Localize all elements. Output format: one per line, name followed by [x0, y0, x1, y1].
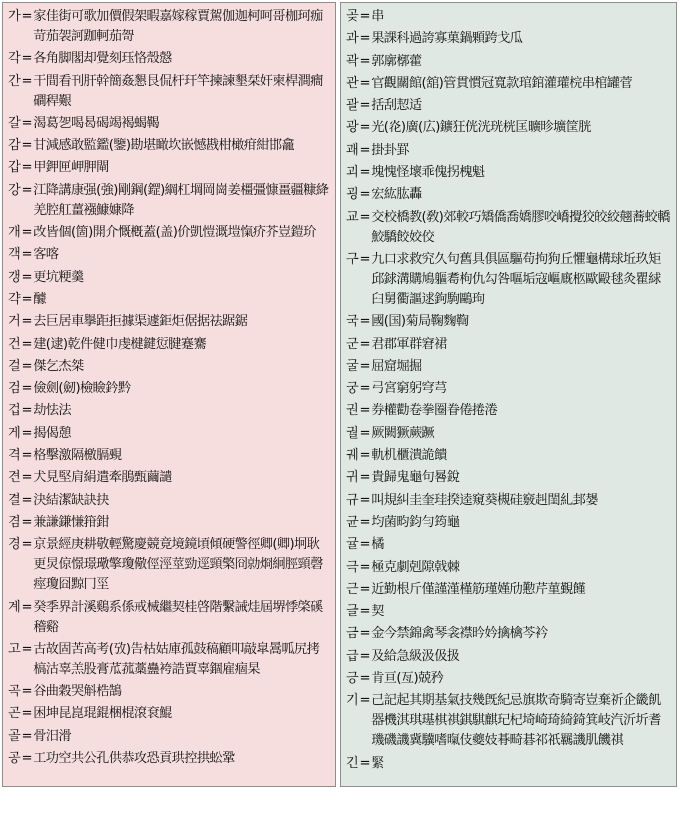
equals-sign: = [21, 537, 33, 553]
reading-label [346, 185, 371, 205]
reading-label [346, 357, 371, 377]
entry-row [346, 208, 670, 248]
entry-row [346, 424, 670, 444]
equals-sign: = [21, 470, 33, 486]
equals-sign: = [21, 706, 33, 722]
hanja-characters: 交校橋教(敎)郊較巧矯僑喬嬌膠咬嶠攪狡皎絞翹蕎蛟轎鮫驕餃姣佼 [371, 209, 670, 245]
reading-label [8, 424, 33, 444]
reading-label [8, 401, 33, 421]
hanja-characters: 醵 [33, 291, 46, 307]
entry-row [8, 268, 329, 288]
reading-label [346, 401, 371, 421]
equals-sign: = [21, 751, 33, 767]
reading-syllable: 겸 [8, 514, 21, 530]
reading-label [8, 446, 33, 466]
entry-row [346, 401, 670, 421]
reading-label [346, 96, 371, 116]
entry-row [346, 691, 670, 751]
entry-row [8, 727, 329, 747]
hanja-characters: 渴葛乫喝曷碣竭褐蝎鞨 [33, 115, 160, 131]
reading-label [346, 250, 371, 270]
entry-row [346, 141, 670, 161]
equals-sign: = [21, 138, 33, 154]
reading-label [8, 245, 33, 265]
hanja-characters: 宏紘肱轟 [371, 187, 422, 203]
equals-sign: = [359, 470, 371, 486]
reading-syllable: 국 [346, 314, 359, 330]
hanja-characters: 塊愧怪壞乖傀拐槐魁 [371, 165, 485, 181]
reading-label [8, 357, 33, 377]
hanja-characters: 甲鉀匣岬胛閘 [33, 160, 109, 176]
reading-syllable: 구 [346, 251, 359, 267]
equals-sign: = [359, 75, 371, 91]
equals-sign: = [359, 9, 371, 24]
reading-syllable: 경 [8, 537, 21, 553]
equals-sign: = [21, 115, 33, 131]
entry-row [346, 491, 670, 511]
reading-label [8, 181, 33, 201]
hanja-characters: 緊 [371, 755, 384, 771]
reading-label [8, 598, 33, 618]
equals-sign: = [21, 182, 33, 198]
left-column [2, 2, 336, 787]
equals-sign: = [21, 73, 33, 89]
equals-sign: = [359, 165, 371, 181]
hanja-characters: 近勤根斤僅謹漌槿筋瑾嫤劤懃芹菫覲饉 [371, 581, 586, 597]
reading-label [346, 691, 371, 711]
entry-row [8, 290, 329, 310]
reading-syllable: 격 [8, 448, 21, 464]
hanja-characters: 金今禁錦禽琴衾襟昑妗擒檎芩衿 [371, 626, 548, 642]
hanja-characters: 干間看刊肝幹簡姦懇艮侃杆玕竿揀諫墾栞奸柬桿澗癎磵稈艱 [33, 73, 323, 109]
hanja-characters: 格擊激隔檄膈覡 [33, 448, 122, 464]
equals-sign: = [21, 514, 33, 530]
entry-row [8, 335, 329, 355]
reading-label [346, 29, 371, 49]
equals-sign: = [359, 626, 371, 642]
entry-row [346, 558, 670, 578]
hanja-characters: 谷曲穀哭斛梏鵠 [33, 684, 122, 700]
equals-sign: = [359, 31, 371, 47]
reading-label [346, 163, 371, 183]
reading-syllable: 게 [8, 425, 21, 441]
hanja-characters: 去巨居車擧距拒據渠遽鉅炬倨据祛踞鋸 [33, 314, 248, 330]
reading-label [346, 647, 371, 667]
reading-syllable: 검 [8, 381, 21, 397]
hanja-characters: 己記起其期基氣技幾旣紀忌旗欺奇騎寄豈棄祈企畿飢器機淇琪璂棋祺錤騏麒玘杞埼崎琦綺錡箕岐汽沂圻耆璣磯譏冀驥嗜暣伎夔妓朞畸碁祁祇羈譏肌饑祺 [371, 693, 661, 749]
hanja-characters: 叫規糾圭奎珪揆逵窺葵槻硅竅赳閨糺邽嫢 [371, 492, 598, 508]
hanja-characters: 各角脚閣却覺刻珏恪殼慤 [33, 51, 172, 67]
reading-label [346, 424, 371, 444]
equals-sign: = [359, 53, 371, 69]
reading-label [346, 535, 371, 555]
equals-sign: = [21, 160, 33, 176]
reading-label [346, 602, 371, 622]
hanja-characters: 光(炛)廣(広)鑛狂侊洸珖桄匡曠昣壙筐胱 [371, 120, 591, 136]
right-column [340, 2, 677, 787]
equals-sign: = [359, 314, 371, 330]
entry-row [346, 74, 670, 94]
reading-syllable: 광 [346, 120, 359, 136]
reading-syllable: 거 [8, 314, 21, 330]
equals-sign: = [359, 755, 371, 771]
reading-label [8, 136, 33, 156]
entry-row [8, 136, 329, 156]
reading-syllable: 긍 [346, 671, 359, 687]
entry-row [8, 49, 329, 69]
hanja-characters: 契 [371, 604, 384, 620]
hanja-characters: 江降講康强(強)剛鋼(鎠)綱杠堈岡崗姜橿彊慷畺疆糠絳羌腔舡薑襁鱇嫝降 [33, 182, 329, 218]
reading-label [8, 223, 33, 243]
hanja-characters: 極克劇剋隙戟棘 [371, 559, 460, 575]
entry-row [346, 52, 670, 72]
entry-row [8, 513, 329, 533]
equals-sign: = [21, 684, 33, 700]
hanja-characters: 家佳街可歌加價假架暇嘉嫁稼賈駕伽迦柯呵哥枷珂痂苛茄袈訶跏軻茄哿 [33, 9, 323, 44]
reading-syllable: 과 [346, 31, 359, 47]
entry-row [346, 446, 670, 466]
equals-sign: = [21, 448, 33, 464]
reading-syllable: 귀 [346, 470, 359, 486]
reading-syllable: 곶 [346, 9, 359, 24]
entry-row [346, 602, 670, 622]
entry-row [8, 640, 329, 680]
reading-label [346, 754, 371, 774]
reading-syllable: 감 [8, 138, 21, 154]
entry-row [8, 357, 329, 377]
entry-row [8, 682, 329, 702]
reading-label [8, 290, 33, 310]
hanja-characters: 骨汨滑 [33, 728, 71, 744]
reading-label [8, 72, 33, 92]
hanja-characters: 弓宮窮躬穹芎 [371, 381, 447, 397]
equals-sign: = [21, 336, 33, 352]
reading-syllable: 굉 [346, 187, 359, 203]
reading-syllable: 겁 [8, 403, 21, 419]
reading-syllable: 계 [8, 599, 21, 615]
entry-row [8, 535, 329, 595]
equals-sign: = [21, 225, 33, 241]
reading-syllable: 금 [346, 626, 359, 642]
reading-syllable: 글 [346, 604, 359, 620]
entry-row [346, 468, 670, 488]
entry-row [346, 96, 670, 116]
reading-label [8, 335, 33, 355]
entry-row [346, 669, 670, 689]
entry-row [346, 29, 670, 49]
equals-sign: = [359, 381, 371, 397]
entry-row [8, 749, 329, 769]
entry-row [346, 580, 670, 600]
hanja-characters: 困坤昆崑琨錕梱棍滾袞鯤 [33, 706, 172, 722]
entry-row [8, 114, 329, 134]
hanja-characters: 貴歸鬼龜句晷銳 [371, 470, 460, 486]
entry-row [346, 250, 670, 310]
entry-row [346, 185, 670, 205]
entry-row [8, 181, 329, 221]
equals-sign: = [359, 120, 371, 136]
hanja-characters: 官觀關館(舘)管貫慣冠寬款琯錧灌瓘梡串棺罐菅 [371, 75, 633, 91]
hanja-characters: 決結潔缺訣抉 [33, 492, 109, 508]
reading-label [346, 7, 371, 27]
reading-label [346, 624, 371, 644]
equals-sign: = [359, 358, 371, 374]
reading-syllable: 객 [8, 247, 21, 263]
hanja-characters: 及給急級汲伋扱 [371, 648, 460, 664]
reading-syllable: 개 [8, 225, 21, 241]
reading-label [8, 114, 33, 134]
entry-row [8, 424, 329, 444]
reading-label [346, 379, 371, 399]
hanja-characters: 君郡軍群窘裙 [371, 336, 447, 352]
entry-row [8, 446, 329, 466]
entry-row [8, 223, 329, 243]
reading-label [8, 7, 33, 27]
equals-sign: = [21, 728, 33, 744]
hanja-characters: 古故固苦高考(攷)告枯姑庫孤鼓稿顧叩敲皐暠呱尻拷槁沽辜羔股膏苽菰藁蠱袴誥賈辜錮雇痼杲 [33, 641, 320, 677]
reading-syllable: 강 [8, 182, 21, 198]
hanja-characters: 串 [371, 9, 384, 24]
reading-label [346, 446, 371, 466]
equals-sign: = [21, 314, 33, 330]
equals-sign: = [359, 514, 371, 530]
hanja-characters: 癸季界計溪鷄系係戒械繼契桂啓階繫誡烓屆堺悸棨磎稽谿 [33, 599, 323, 635]
entry-row [8, 598, 329, 638]
equals-sign: = [21, 9, 33, 24]
equals-sign: = [359, 209, 371, 225]
entry-row [346, 163, 670, 183]
hanja-characters: 劫怯法 [33, 403, 71, 419]
equals-sign: = [21, 425, 33, 441]
reading-label [8, 379, 33, 399]
equals-sign: = [359, 604, 371, 620]
reading-syllable: 급 [346, 648, 359, 664]
entry-row [346, 7, 670, 27]
equals-sign: = [359, 403, 371, 419]
hanja-characters: 果課科過誇寡菓鍋顆跨戈瓜 [371, 31, 523, 47]
hanja-characters: 均菌畇鈞勻筠龜 [371, 514, 460, 530]
equals-sign: = [21, 381, 33, 397]
reading-label [346, 208, 371, 228]
equals-sign: = [359, 671, 371, 687]
equals-sign: = [359, 425, 371, 441]
reading-syllable: 고 [8, 641, 21, 657]
entry-row [346, 118, 670, 138]
entry-row [8, 312, 329, 332]
entry-row [346, 647, 670, 667]
hanja-characters: 更坑粳羹 [33, 269, 84, 285]
entry-row [8, 7, 329, 47]
equals-sign: = [21, 599, 33, 615]
reading-syllable: 곤 [8, 706, 21, 722]
reading-label [8, 268, 33, 288]
hanja-characters: 揭偈憩 [33, 425, 71, 441]
reading-syllable: 긴 [346, 755, 359, 771]
reading-label [8, 727, 33, 747]
equals-sign: = [21, 641, 33, 657]
reading-syllable: 굴 [346, 358, 359, 374]
equals-sign: = [359, 187, 371, 203]
equals-sign: = [21, 269, 33, 285]
reading-label [8, 535, 33, 555]
entry-row [8, 491, 329, 511]
entry-row [8, 401, 329, 421]
hanja-characters: 傑乞杰桀 [33, 358, 84, 374]
hanja-characters: 改皆個(箇)開介慨槪蓋(盖)价凱愷溉塏愾疥芥豈鎧玠 [33, 225, 316, 241]
hanja-characters: 掛卦罫 [371, 142, 409, 158]
hanja-characters: 屈窟堀掘 [371, 358, 422, 374]
reading-syllable: 관 [346, 75, 359, 91]
reading-syllable: 괄 [346, 98, 359, 114]
reading-label [346, 74, 371, 94]
equals-sign: = [21, 403, 33, 419]
reading-syllable: 군 [346, 336, 359, 352]
reading-label [8, 513, 33, 533]
reading-label [346, 52, 371, 72]
reading-label [346, 669, 371, 689]
equals-sign: = [359, 537, 371, 553]
reading-label [346, 468, 371, 488]
reading-syllable: 극 [346, 559, 359, 575]
reading-label [8, 640, 33, 660]
equals-sign: = [21, 291, 33, 307]
hanja-characters: 軌机櫃潰詭饋 [371, 448, 447, 464]
entry-row [346, 357, 670, 377]
equals-sign: = [359, 142, 371, 158]
hanja-characters: 郭廓槨藿 [371, 53, 422, 69]
reading-syllable: 균 [346, 514, 359, 530]
reading-syllable: 걸 [8, 358, 21, 374]
reading-syllable: 궁 [346, 381, 359, 397]
equals-sign: = [359, 492, 371, 508]
reading-label [346, 580, 371, 600]
reading-syllable: 갹 [8, 291, 21, 307]
reading-syllable: 건 [8, 336, 21, 352]
hanja-characters: 括刮恝适 [371, 98, 422, 114]
equals-sign: = [21, 492, 33, 508]
reading-syllable: 가 [8, 9, 21, 24]
entry-row [346, 754, 670, 774]
equals-sign: = [359, 559, 371, 575]
equals-sign: = [359, 336, 371, 352]
equals-sign: = [359, 693, 371, 709]
hanja-characters: 國(国)菊局鞠麴鞫 [371, 314, 469, 330]
entry-row [8, 158, 329, 178]
reading-label [346, 558, 371, 578]
reading-label [346, 491, 371, 511]
equals-sign: = [359, 98, 371, 114]
equals-sign: = [359, 448, 371, 464]
hanja-characters: 工功空共公孔供恭攻恐貢珙控拱蚣鞏 [33, 751, 235, 767]
hanja-characters: 甘減感敢監鑑(鑒)勘堪瞰坎嵌憾戡柑橄疳紺邯龕 [33, 138, 295, 154]
entry-row [8, 379, 329, 399]
entry-row [346, 624, 670, 644]
reading-syllable: 골 [8, 728, 21, 744]
equals-sign: = [21, 247, 33, 263]
hanja-characters: 京景經庚耕敬輕驚慶競竟境鏡頃傾硬警徑卿(卿)坰耿更炅倞憬璟璥擎瓊儆俓涇莖勁逕頸檠冏勍烱絅脛頸磬痙瓊囧黥冂坙 [33, 537, 323, 593]
equals-sign: = [21, 358, 33, 374]
reading-syllable: 결 [8, 492, 21, 508]
reading-syllable: 곡 [8, 684, 21, 700]
equals-sign: = [359, 581, 371, 597]
hanja-characters: 厥闕獗蕨蹶 [371, 425, 435, 441]
reading-syllable: 갈 [8, 115, 21, 131]
equals-sign: = [359, 648, 371, 664]
reading-syllable: 곽 [346, 53, 359, 69]
reading-syllable: 갑 [8, 160, 21, 176]
reading-syllable: 괘 [346, 142, 359, 158]
reading-label [8, 682, 33, 702]
entry-row [8, 245, 329, 265]
hanja-characters: 建(逮)乾件健巾虔楗鍵愆腱蹇騫 [33, 336, 206, 352]
reading-label [8, 749, 33, 769]
entry-row [8, 72, 329, 112]
hanja-characters: 橘 [371, 537, 384, 553]
hanja-characters: 兼謙鎌慊箝鉗 [33, 514, 109, 530]
reading-syllable: 궐 [346, 425, 359, 441]
reading-syllable: 귤 [346, 537, 359, 553]
reading-syllable: 공 [8, 751, 21, 767]
reading-syllable: 기 [346, 693, 359, 709]
reading-label [346, 118, 371, 138]
reading-syllable: 괴 [346, 165, 359, 181]
reading-label [8, 49, 33, 69]
reading-label [346, 141, 371, 161]
entry-row [346, 535, 670, 555]
reading-label [346, 312, 371, 332]
reading-syllable: 각 [8, 51, 21, 67]
reading-label [8, 158, 33, 178]
reading-syllable: 교 [346, 209, 359, 225]
hanja-characters: 肯亘(亙)兢矜 [371, 671, 444, 687]
reading-syllable: 갱 [8, 269, 21, 285]
reading-syllable: 근 [346, 581, 359, 597]
reading-syllable: 궤 [346, 448, 359, 464]
equals-sign: = [21, 51, 33, 67]
reading-label [8, 704, 33, 724]
reading-label [346, 335, 371, 355]
reading-label [346, 513, 371, 533]
reading-label [8, 468, 33, 488]
reading-syllable: 권 [346, 403, 359, 419]
equals-sign: = [359, 251, 371, 267]
hanja-characters: 儉劍(劒)檢瞼鈐黔 [33, 381, 131, 397]
hanja-characters: 券權勸卷拳圈眷倦捲淃 [371, 403, 498, 419]
entry-row [346, 379, 670, 399]
hanja-characters: 犬見堅肩絹遣牽鵑甄繭譴 [33, 470, 172, 486]
entry-row [8, 468, 329, 488]
hanja-characters: 客喀 [33, 247, 59, 263]
entry-row [346, 312, 670, 332]
hanja-characters: 九口求救究久句舊具俱區驅苟拘狗丘懼龜構球坵玖矩邱銶溝購鳩軀耈枸仇勾咎嘔垢寇嶇廐柩歐毆毬灸瞿絿臼舅衢謳逑鉤駒鷗玽 [371, 251, 661, 307]
entry-row [346, 335, 670, 355]
entry-row [346, 513, 670, 533]
reading-label [8, 312, 33, 332]
reading-syllable: 규 [346, 492, 359, 508]
entry-row [8, 704, 329, 724]
reading-syllable: 간 [8, 73, 21, 89]
reading-label [8, 491, 33, 511]
reading-syllable: 견 [8, 470, 21, 486]
